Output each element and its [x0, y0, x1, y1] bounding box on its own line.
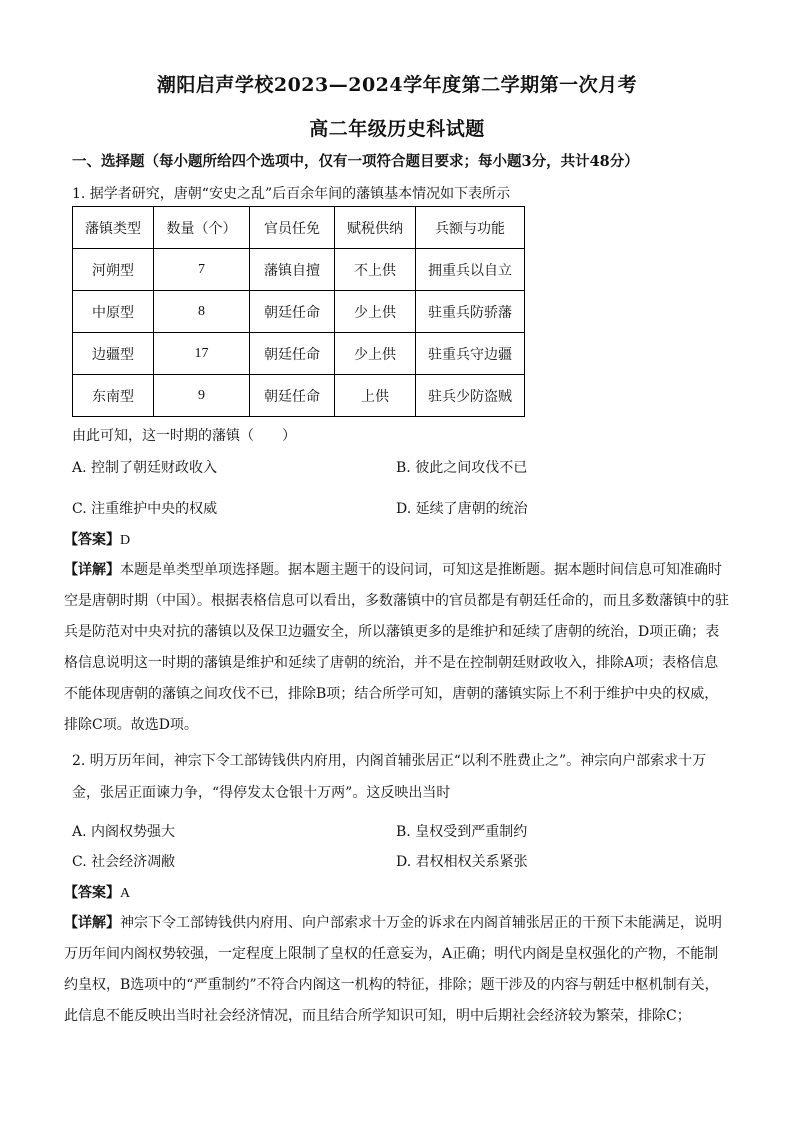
section-heading: 一、选择题（每小题所给四个选项中，仅有一项符合题目要求；每小题3分，共计48分）	[72, 153, 639, 170]
table-header-cell: 数量（个）	[154, 207, 250, 249]
q2-detail	[64, 908, 730, 1032]
detail-label: 【详解】	[64, 562, 120, 578]
table-cell: 东南型	[73, 375, 154, 417]
q2-option-c: C. 社会经济凋敝	[72, 854, 176, 870]
table-cell: 藩镇自擅	[250, 249, 335, 291]
table-cell: 河朔型	[73, 249, 154, 291]
table-row	[73, 333, 525, 375]
answer-value: A	[120, 886, 131, 901]
table-header-cell: 赋税供纳	[335, 207, 416, 249]
q1-option-a: A. 控制了朝廷财政收入	[72, 460, 218, 476]
q1-stem: 1. 据学者研究，唐朝“安史之乱”后百余年间的藩镇基本情况如下表所示	[72, 186, 511, 202]
answer-label: 【答案】	[64, 885, 120, 901]
q2-answer	[64, 882, 130, 902]
table-cell: 朝廷任命	[250, 375, 335, 417]
table-cell: 少上供	[335, 291, 416, 333]
table-cell: 少上供	[335, 333, 416, 375]
answer-value: D	[120, 533, 131, 548]
table-header-row	[73, 207, 525, 249]
table-header-cell: 藩镇类型	[73, 207, 154, 249]
table-cell: 驻重兵守边疆	[416, 333, 525, 375]
table-cell: 不上供	[335, 249, 416, 291]
exam-title: 潮阳启声学校2023—2024学年度第二学期第一次月考	[156, 74, 638, 96]
table-cell: 驻重兵防骄藩	[416, 291, 525, 333]
table-row	[73, 375, 525, 417]
table-cell: 8	[154, 291, 250, 333]
q1-answer	[64, 529, 130, 549]
table-header-cell: 兵额与功能	[416, 207, 525, 249]
answer-label: 【答案】	[64, 532, 120, 548]
table-cell: 驻兵少防盗贼	[416, 375, 525, 417]
table-cell: 朝廷任命	[250, 333, 335, 375]
q2-option-a: A. 内阁权势强大	[72, 824, 176, 840]
table-header-cell: 官员任免	[250, 207, 335, 249]
table-row	[73, 249, 525, 291]
detail-label: 【详解】	[64, 915, 120, 931]
table-cell: 17	[154, 333, 250, 375]
q1-option-c: C. 注重维护中央的权威	[72, 501, 218, 517]
table-cell: 边疆型	[73, 333, 154, 375]
table-cell: 上供	[335, 375, 416, 417]
q1-detail	[64, 555, 730, 741]
table-cell: 9	[154, 375, 250, 417]
q1-option-d: D. 延续了唐朝的统治	[396, 501, 528, 517]
table-cell: 中原型	[73, 291, 154, 333]
q2-stem: 2. 明万历年间，神宗下令工部铸钱供内府用，内阁首辅张居正“以利不胜费止之”。神宗向户部索求十万金，张居正面谏力争，“得停发太仓银十万两”。这反映出当时	[72, 753, 707, 801]
q1-question: 由此可知，这一时期的藩镇（ ）	[72, 428, 296, 444]
q1-table	[72, 206, 525, 417]
q2-option-d: D. 君权相权关系紧张	[396, 854, 528, 870]
exam-subtitle: 高二年级历史科试题	[309, 118, 485, 140]
table-cell: 朝廷任命	[250, 291, 335, 333]
table-cell: 拥重兵以自立	[416, 249, 525, 291]
detail-text: 本题是单类型单项选择题。据本题主题干的设问词，可知这是推断题。据本题时间信息可知准确时空是唐朝时期（中国）。根据表格信息可以看出，多数藩镇中的官员都是有朝廷任命的，而且多数藩镇中的驻兵是防范对中央对抗的藩镇以及保卫边疆安全，所以藩镇更多的是维护和延续了唐朝的统治，D项正确；表格信息说明这一时期的藩镇是维护和延续了唐朝的统治，并不是在控制朝廷财政收入，排除A项；表格信息不能体现唐朝的藩镇之间攻伐不已，排除B项；结合所学可知，唐朝的藩镇实际上不利于维护中央的权威，排除C项。故选D项。	[64, 562, 729, 733]
table-row	[73, 291, 525, 333]
q2-option-b: B. 皇权受到严重制约	[396, 824, 528, 840]
table-cell: 7	[154, 249, 250, 291]
q1-option-b: B. 彼此之间攻伐不已	[396, 460, 528, 476]
detail-text: 神宗下令工部铸钱供内府用、向户部索求十万金的诉求在内阁首辅张居正的干预下未能满足，说明万历年间内阁权势较强，一定程度上限制了皇权的任意妄为，A正确；明代内阁是皇权强化的产物，不能制约皇权，B选项中的“严重制约”不符合内阁这一机构的特征，排除；题干涉及的内容与朝廷中枢机制有关，此信息不能反映出当时社会经济情况，而且结合所学知识可知，明中后期社会经济较为繁荣，排除C；	[64, 915, 722, 1024]
